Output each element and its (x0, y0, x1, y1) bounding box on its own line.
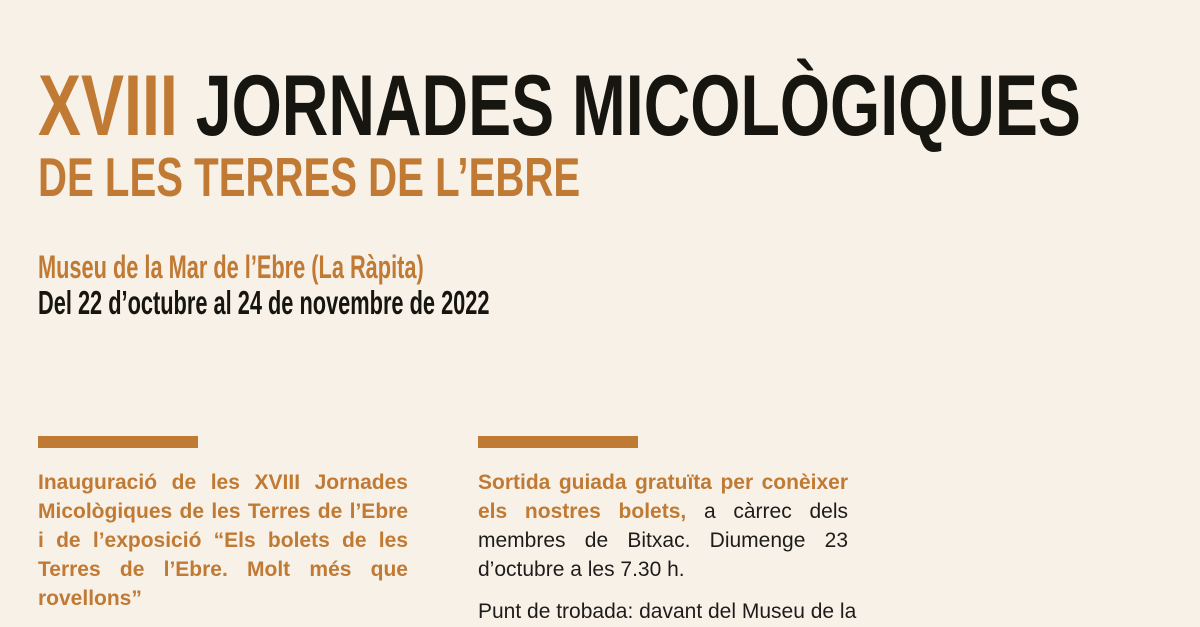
poster-title (38, 58, 1081, 154)
guided-walk-paragraph (478, 468, 848, 584)
title-text: JORNADES MICOLÒGIQUES (195, 58, 1081, 154)
event-column-guided-walk (478, 468, 857, 626)
accent-bar-right (478, 436, 638, 448)
venue-text: Museu de la Mar de l’Ebre (La Ràpita) (38, 249, 424, 285)
poster-subtitle: DE LES TERRES DE L’EBRE (38, 146, 581, 208)
guided-walk-details: a càrrec dels membres de Bitxac. Diumenge 23 d’octubre a les 7.30 h. (478, 500, 848, 581)
inauguration-text: Inauguració de les XVIII Jornades Micològiques de les Terres de l’Ebre i de l’exposició “Els bolets de les Terres de l’Ebre. Molt més que rovellons” (38, 471, 408, 610)
accent-bar-left (38, 436, 198, 448)
event-column-inauguration (38, 468, 408, 613)
date-range-text: Del 22 d’octubre al 24 de novembre de 2022 (38, 284, 490, 321)
edition-numeral: XVIII (38, 58, 178, 154)
meeting-point-text: Punt de trobada: davant del Museu de la (478, 600, 857, 623)
guided-walk-highlight: Sortida guiada gratuïta per conèixer els nostres bolets, (478, 471, 848, 523)
